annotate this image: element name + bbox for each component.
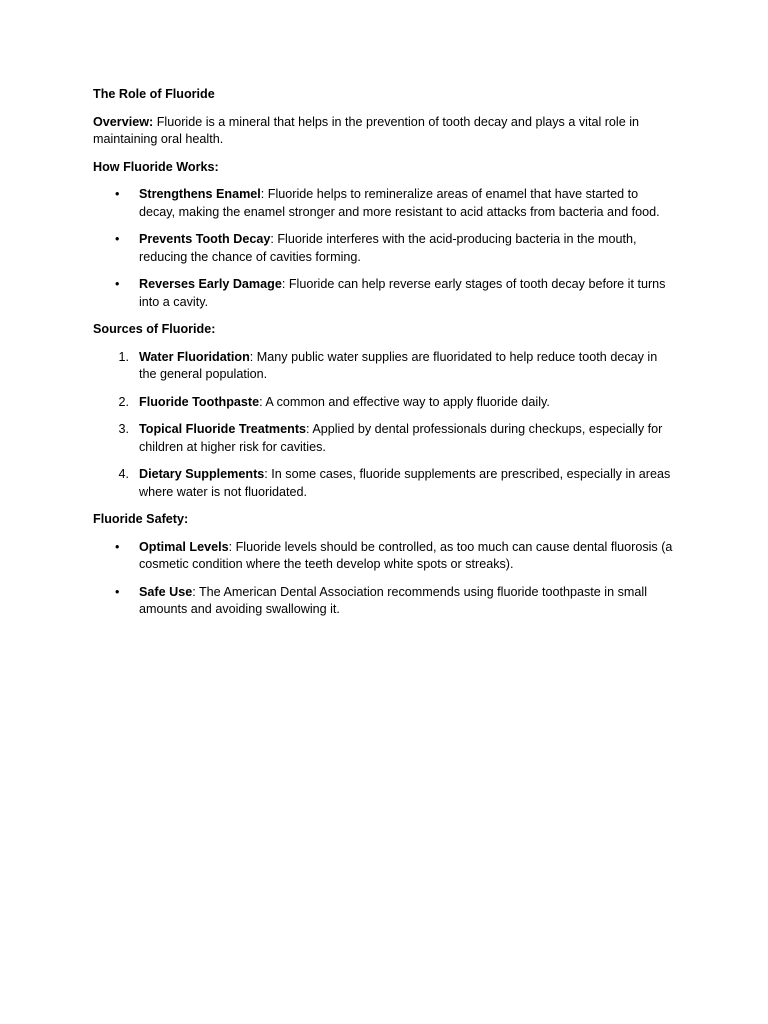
- number-marker: 3.: [118, 422, 129, 436]
- item-text: : Fluoride levels should be controlled, as too much can cause dental fluorosis (a cosmetic condition where the teeth develop white spots or streaks).: [139, 539, 673, 571]
- number-marker: 4.: [118, 467, 129, 481]
- item-text: : Fluoride helps to remineralize areas of enamel that have started to decay, making the enamel stronger and more resistant to acid attacks from bacteria and food.: [139, 187, 660, 219]
- item-term: Topical Fluoride Treatments: [139, 422, 307, 436]
- item-term: Safe Use: [139, 584, 193, 599]
- item-term: Water Fluoridation: [139, 349, 250, 364]
- item-text: : Fluoride interferes with the acid-producing bacteria in the mouth, reducing the chance of cavities forming.: [139, 232, 637, 264]
- list-item: [93, 276, 673, 311]
- bullet-marker: •: [115, 539, 120, 554]
- section-heading-how-fluoride-works: How Fluoride Works:: [93, 159, 219, 174]
- fluoride-safety-list: [93, 539, 673, 619]
- item-term: Prevents Tooth Decay: [139, 232, 271, 246]
- document-page: [93, 86, 673, 629]
- item-text: : Applied by dental professionals during checkups, especially for children at higher risk for cavities.: [139, 422, 663, 454]
- item-term: Dietary Supplements: [139, 467, 265, 481]
- section-heading-fluoride-safety: Fluoride Safety:: [93, 512, 189, 526]
- list-item: [93, 349, 673, 384]
- list-item: [93, 231, 673, 266]
- bullet-marker: •: [115, 277, 120, 291]
- item-text: : The American Dental Association recommends using fluoride toothpaste in small amounts and avoiding swallowing it.: [139, 584, 647, 616]
- item-term: Strengthens Enamel: [139, 187, 261, 201]
- section-heading-sources-of-fluoride: Sources of Fluoride:: [93, 322, 216, 336]
- bullet-marker: •: [115, 187, 120, 201]
- list-item: [93, 186, 673, 221]
- list-item: [93, 421, 673, 456]
- number-marker: 1.: [118, 349, 129, 364]
- sources-of-fluoride-list: [93, 349, 673, 502]
- document-title: The Role of Fluoride: [93, 87, 215, 101]
- overview-label: Overview:: [93, 114, 154, 129]
- how-fluoride-works-list: [93, 186, 673, 311]
- bullet-marker: •: [115, 584, 120, 599]
- item-text: : In some cases, fluoride supplements are prescribed, especially in areas where water is not fluoridated.: [139, 467, 671, 499]
- bullet-marker: •: [115, 232, 120, 246]
- overview-text: Fluoride is a mineral that helps in the prevention of tooth decay and plays a vital role in maintaining oral health.: [93, 114, 640, 146]
- list-item: [93, 394, 673, 412]
- item-term: Reverses Early Damage: [139, 277, 282, 291]
- item-text: : A common and effective way to apply fluoride daily.: [259, 394, 550, 409]
- item-text: : Many public water supplies are fluoridated to help reduce tooth decay in the general population.: [139, 349, 658, 381]
- item-text: : Fluoride can help reverse early stages of tooth decay before it turns into a cavity.: [139, 277, 666, 309]
- overview-paragraph: [93, 114, 673, 149]
- item-term: Fluoride Toothpaste: [139, 394, 260, 409]
- list-item: [93, 466, 673, 501]
- number-marker: 2.: [118, 394, 129, 409]
- list-item: [93, 584, 673, 619]
- list-item: [93, 539, 673, 574]
- item-term: Optimal Levels: [139, 539, 229, 554]
